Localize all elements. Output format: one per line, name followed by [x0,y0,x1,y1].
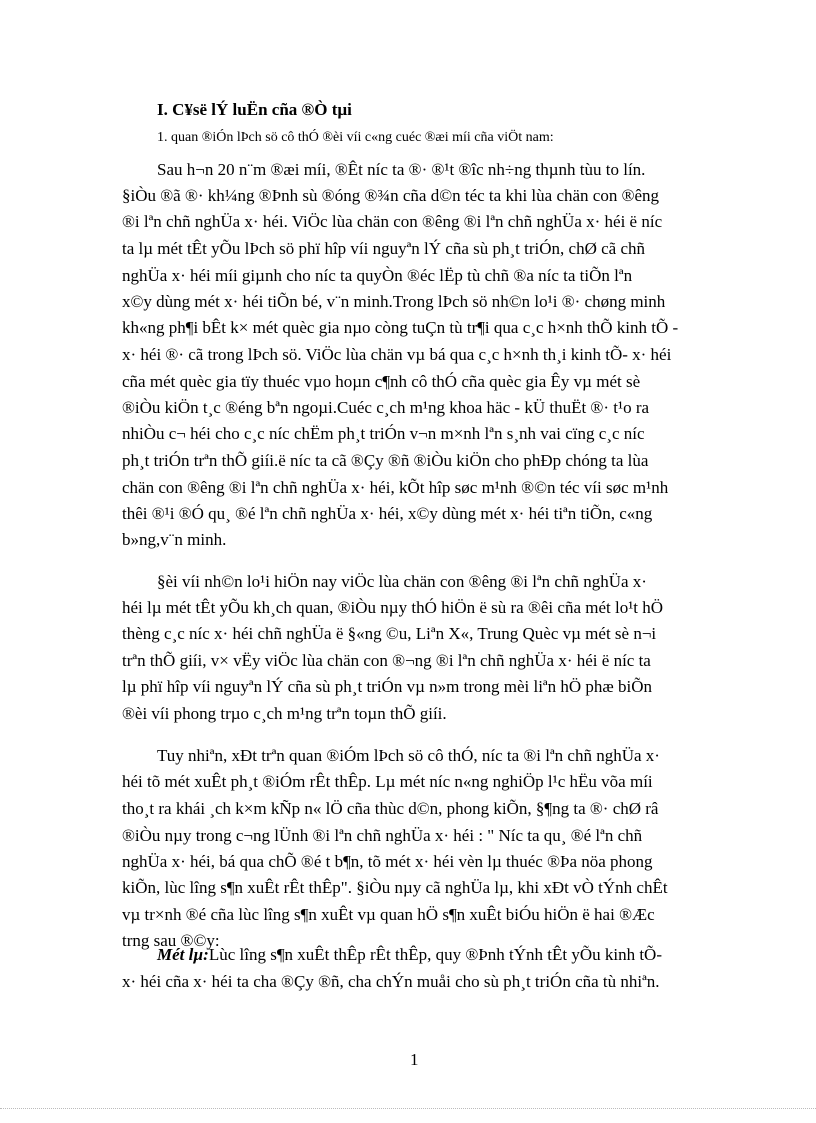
text-line: trng sau ®©y: [122,931,220,950]
text-line: kiÕn, lùc lîng s¶n xuÊt rÊt thÊp". §iÒu nµy cã nghÜa lµ, khi xÐt vÒ tÝnh chÊt [122,878,668,897]
text-line: héi lµ mét tÊt yÕu kh¸ch quan, ®iÒu nµy thÓ hiÖn ë sù ra ®êi cña mét lo¹t hÖ [122,598,664,617]
text-line: Tuy nhiªn, xÐt trªn quan ®iÓm lÞch sö cô thÓ, níc ta ®i lªn chñ nghÜa x· [157,746,660,765]
text-line: kh«ng ph¶i bÊt k× mét quèc gia nµo còng tuÇn tù tr¶i qua c¸c h×nh thÕ kinh tÕ - [122,318,679,337]
text-line: ph¸t triÓn trªn thÕ giíi.ë níc ta cã ®Çy ®ñ ®iÒu kiÖn cho phÐp chóng ta lùa [122,451,649,470]
text-line: thêi ®¹i ®Ó qu¸ ®é lªn chñ nghÜa x· héi, x©y dùng mét x· héi tiªn tiÕn, c«ng [122,504,653,523]
text-line: nghÜa x· héi, bá qua chÕ ®é t b¶n, tõ mét x· héi vèn lµ thuéc ®Þa nöa phong [122,852,653,871]
text-line: x©y dùng mét x· héi tiÕn bé, v¨n minh.Trong lÞch sö nh©n lo¹i ®· chøng minh [122,292,666,311]
text-line: cña mét quèc gia tïy thuéc vµo hoµn c¶nh cô thÓ cña quèc gia Êy vµ mét sè [122,372,641,391]
page-bottom-divider [0,1108,816,1109]
text-line: thèng c¸c níc x· héi chñ nghÜa ë §«ng ©u, Liªn X«, Trung Quèc vµ mét sè n¬i [122,624,657,643]
text-line: §èi víi nh©n lo¹i hiÖn nay viÖc lùa chän con ®êng ®i lªn chñ nghÜa x· [157,572,647,591]
text-line: tho¸t ra khái ¸ch k×m kÑp n« lÖ cña thùc d©n, phong kiÕn, §¶ng ta ®· chØ râ [122,799,659,818]
text-line: ta lµ mét tÊt yÕu lÞch sö phï hîp víi nguyªn lÝ cña sù ph¸t triÓn, chØ cã chñ [122,239,645,258]
subsection-heading: 1. quan ®iÓn lÞch sö cô thÓ ®èi víi c«ng cuéc ®æi míi cña viÖt nam: [157,130,554,145]
text-line: héi tõ mét xuÊt ph¸t ®iÓm rÊt thÊp. Lµ mét níc n«ng nghiÖp l¹c hËu võa míi [122,772,653,791]
text-line: ®iÒu nµy trong c¬ng lÜnh ®i lªn chñ nghÜa x· héi : " Níc ta qu¸ ®é lªn chñ [122,826,643,845]
section-heading: I. C¥së lÝ luËn cña ®Ò tµi [157,100,352,119]
lead-label: Mét lµ: [157,945,209,964]
text-line: lµ phï hîp víi nguyªn lÝ cña sù ph¸t triÓn vµ n»m trong mèi liªn hÖ phæ biÕn [122,677,652,696]
text-line: b»ng,v¨n minh. [122,530,227,549]
lead-text: Lùc lîng s¶n xuÊt thÊp rÊt thÊp, quy ®Þnh tÝnh tÊt yÕu kinh tÕ- [208,945,662,964]
text-line: ®èi víi phong trµo c¸ch m¹ng trªn toµn thÕ giíi. [122,704,447,723]
text-line [157,945,662,965]
text-line: x· héi cña x· héi ta cha ®Çy ®ñ, cha chÝn muåi cho sù ph¸t triÓn cña tù nhiªn. [122,972,660,991]
text-line: vµ tr×nh ®é cña lùc lîng s¶n xuÊt vµ quan hÖ s¶n xuÊt biÓu hiÖn ë hai ®Æc [122,905,655,924]
text-line: §iÒu ®ã ®· kh¼ng ®Þnh sù ®óng ®¾n cña d©n téc ta khi lùa chän con ®êng [122,186,660,205]
text-line: chän con ®êng ®i lªn chñ nghÜa x· héi, kÕt hîp søc m¹nh ®©n téc víi søc m¹nh [122,478,669,497]
text-line: ®i lªn chñ nghÜa x· héi. ViÖc lùa chän con ®êng ®i lªn chñ nghÜa x· héi ë níc [122,212,663,231]
text-line: Sau h¬n 20 n¨m ®æi míi, ®Êt níc ta ®· ®¹t ®îc nh÷ng thµnh tùu to lín. [157,160,646,179]
text-line: ®iÒu kiÖn t¸c ®éng bªn ngoµi.Cuéc c¸ch m¹ng khoa häc - kÜ thuËt ®· t¹o ra [122,398,650,417]
text-line: nhiÒu c¬ héi cho c¸c níc chËm ph¸t triÓn v¬n m×nh lªn s¸nh vai cïng c¸c níc [122,424,645,443]
page-number: 1 [410,1050,419,1069]
text-line: x· héi ®· cã trong lÞch sö. ViÖc lùa chän vµ bá qua c¸c h×nh th¸i kinh tÕ- x· héi [122,345,672,364]
text-line: nghÜa x· héi míi giµnh cho níc ta quyÒn ®éc lËp tù chñ ®a níc ta tiÕn lªn [122,266,633,285]
text-line: trªn thÕ giíi, v× vËy viÖc lùa chän con ®¬ng ®i lªn chñ nghÜa x· héi ë níc ta [122,651,651,670]
